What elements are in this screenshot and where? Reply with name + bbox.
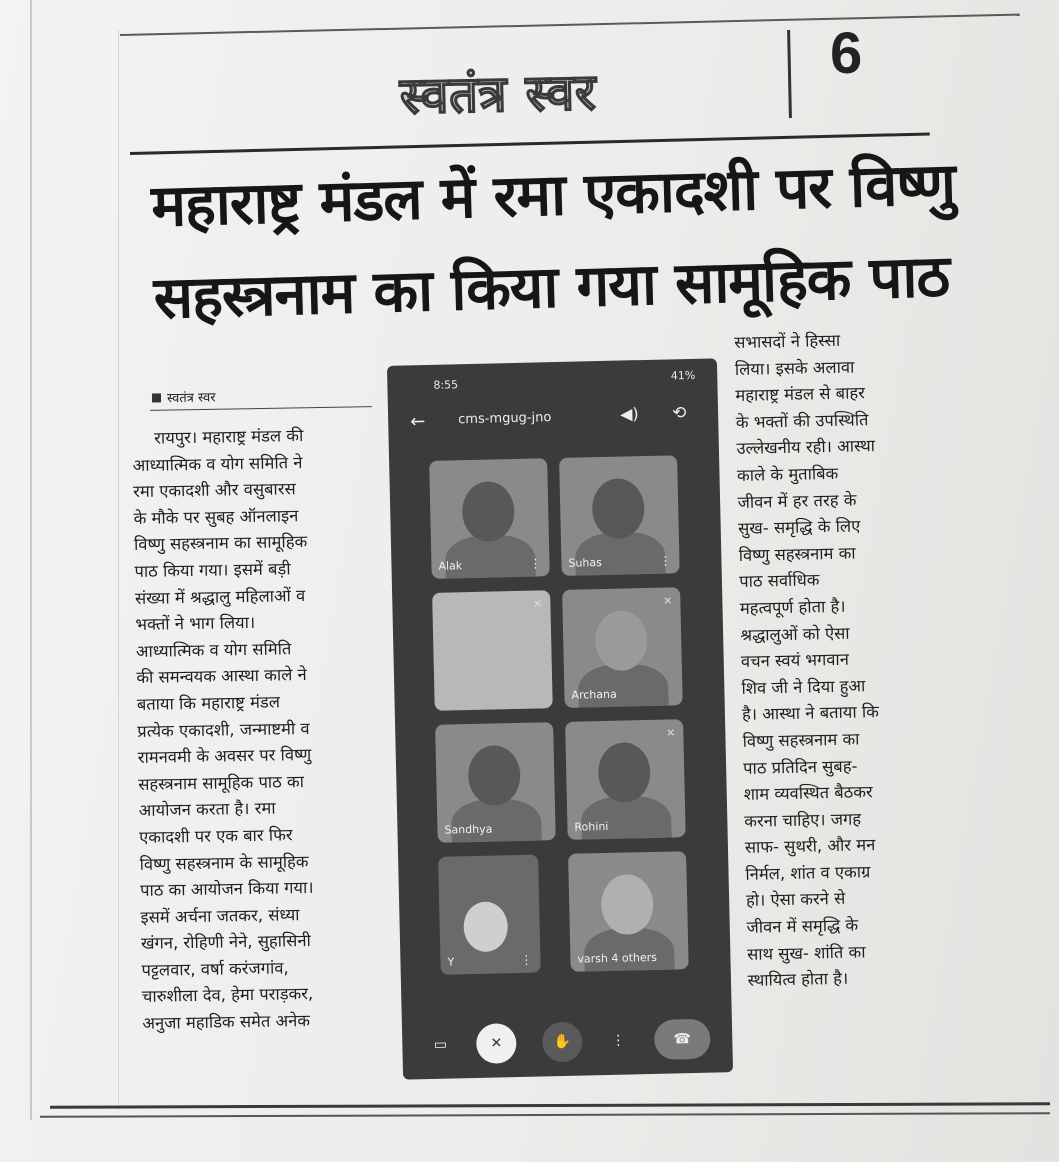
text-line: महत्वपूर्ण होता है। [739,596,846,618]
text-line: शिव जी ने दिया हुआ [741,676,866,698]
fold-line [30,0,32,1120]
byline-text: स्वतंत्र स्वर [166,390,216,407]
text-line: पाठ प्रतिदिन सुबह- [742,756,858,778]
text-line: भक्तों ने भाग लिया। [135,613,256,635]
headline-line-1: महाराष्ट्र मंडल में रमा एकादशी पर विष्णु [150,149,956,240]
participant-name: Suhas [568,556,603,570]
meeting-code: cms-mgug-jno [458,410,552,428]
more-icon: ⋮ [520,952,533,967]
text-line: श्रद्धालुओं को ऐसा [740,623,850,645]
video-tile [559,455,680,576]
text-line: बताया कि महाराष्ट्र मंडल [136,692,281,714]
text-line: रामनवमी के अवसर पर विष्णु [137,745,312,768]
text-line: महाराष्ट्र मंडल से बाहर [735,383,866,406]
text-line: पाठ किया गया। इसमें बड़ी [134,559,291,581]
mic-off-icon: ✕ [662,594,673,608]
byline-square-icon [152,393,161,402]
headline-line-2: सहस्त्रनाम का किया गया सामूहिक पाठ [152,241,950,332]
more-icon: ⋮ [529,556,542,571]
phone-status-bar [387,358,718,401]
status-time: 8:55 [433,378,459,392]
mic-off-icon: ✕ [665,726,676,740]
top-rule [120,14,1020,36]
text-line: रमा एकादशी और वसुबारस [132,479,296,502]
text-line: साथ सुख- शांति का [746,942,866,964]
masthead-separator [787,30,792,118]
text-line: रायपुर। महाराष्ट्र मंडल की [154,426,304,448]
video-tile [432,590,553,711]
participant-name: Rohini [574,819,609,834]
text-line: आयोजन करता है। रमा [138,798,276,821]
video-tile [438,855,541,975]
text-line: जीवन में हर तरह के [737,490,857,512]
text-line: चारुशीला देव, हेमा पराड़कर, [141,984,314,1007]
participant-name: Alak [438,559,463,573]
text-line: स्थायित्व होता है। [747,969,849,991]
text-line: आध्यात्मिक व योग समिति [135,639,292,661]
more-options-icon: ⋮ [598,1020,639,1061]
bottom-rule [50,1102,1050,1108]
text-line: साफ- सुथरी, और मन [744,835,876,858]
text-line: के मौके पर सुबह ऑनलाइन [133,505,299,528]
article-column-left [132,422,381,1038]
switch-camera-icon: ⟲ [671,403,687,424]
video-tile [562,587,683,708]
text-line: शाम व्यवस्थित बैठकर [743,782,873,804]
text-line: विष्णु सहस्त्रनाम का [738,543,856,565]
text-line: लिया। इसके अलावा [734,357,855,379]
participant-name: Sandhya [444,822,493,837]
video-tile [568,851,689,972]
text-line: इसमें अर्चना जतकर, संध्या [140,904,300,927]
text-line: काले के मुताबिक [736,463,839,485]
byline [152,387,216,406]
text-line: सभासदों ने हिस्सा [734,330,841,352]
byline-rule [150,406,372,411]
text-line: निर्मल, शांत व एकाग्र [745,862,871,884]
participant-name: Y [447,955,455,969]
text-line: खंगन, रोहिणी नेने, सुहासिनी [140,931,311,954]
end-call-icon: ☎ [654,1019,711,1060]
text-line: जीवन में समृद्धि के [746,915,859,937]
speaker-icon: ◀) [619,404,639,424]
more-icon: ⋮ [659,553,672,568]
text-line: के भक्तों की उपस्थिति [735,409,869,432]
headline [150,138,956,344]
text-line: हो। ऐसा करने से [745,889,846,911]
text-line: सुख- समृद्धि के लिए [737,516,861,539]
mic-off-icon: ✕ [476,1023,517,1064]
participant-name: varsh 4 others [577,950,658,966]
battery-level: 41% [670,368,696,383]
text-line: वचन स्वयं भगवान [740,649,850,672]
text-line: आध्यात्मिक व योग समिति ने [132,452,303,475]
text-line: पाठ का आयोजन किया गया। [139,877,314,901]
text-line: सहस्त्रनाम सामूहिक पाठ का [138,771,305,794]
text-line: विष्णु सहस्त्रनाम के सामूहिक [139,851,309,874]
masthead-title: स्वतंत्र स्वर [399,61,598,126]
meeting-screenshot-photo [387,358,733,1079]
text-line: संख्या में श्रद्धालु महिलाओं व [134,585,306,608]
text-line: है। आस्था ने बताया कि [741,702,880,725]
text-line: उल्लेखनीय रही। आस्था [736,436,876,459]
page-number: 6 [830,21,863,86]
camera-icon: ▭ [420,1024,461,1065]
text-line: प्रत्येक एकादशी, जन्माष्टमी व [137,718,310,741]
mic-off-icon: ✕ [533,597,543,611]
bottom-rule [40,1112,1050,1118]
raise-hand-icon: ✋ [542,1022,583,1063]
text-line: पट्टलवार, वर्षा करंजगांव, [141,958,289,980]
video-tile [565,719,686,840]
text-line: पाठ सर्वाधिक [739,570,820,592]
article-column-right [734,326,956,995]
meeting-controls [402,1010,733,1077]
text-line: की समन्वयक आस्था काले ने [136,665,307,688]
text-line: एकादशी पर एक बार फिर [139,825,293,847]
back-arrow-icon: ← [409,410,426,433]
text-line: करना चाहिए। जगह [744,809,862,831]
text-line: विष्णु सहस्त्रनाम का सामूहिक [133,532,308,555]
participant-name: Archana [571,687,617,702]
text-line: अनुजा महाडिक समेत अनेक [142,1011,311,1033]
video-tile [435,722,556,843]
text-line: विष्णु सहस्त्रनाम का [742,729,860,751]
meeting-top-bar [388,396,719,443]
inner-fold [118,30,119,1110]
video-tile [429,458,550,579]
